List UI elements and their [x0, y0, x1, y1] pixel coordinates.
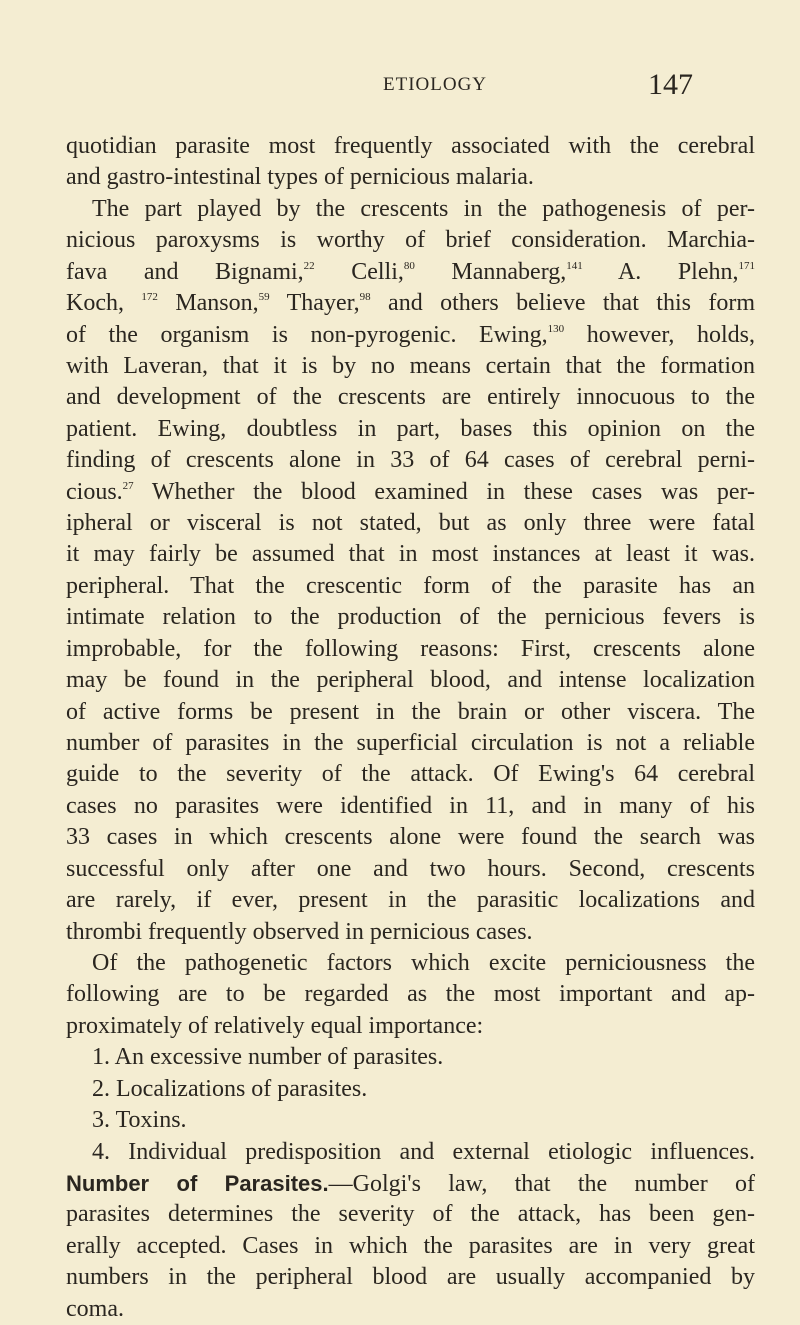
text-run: successful only after one and two hours. Second, crescents	[66, 855, 755, 882]
text-line	[66, 1105, 755, 1136]
footnote-reference: 172	[141, 291, 158, 304]
text-run: of the organism is non-pyrogenic. Ewing,	[66, 321, 548, 348]
text-line	[66, 759, 755, 790]
footnote-reference: 171	[738, 259, 755, 272]
footnote-reference: 59	[258, 291, 270, 304]
text-line	[66, 131, 755, 162]
text-run: Koch,	[66, 290, 142, 317]
text-line	[66, 1011, 755, 1042]
text-run: The part played by the crescents in the pathogenesis of per-	[92, 195, 755, 222]
text-run: numbers in the peripheral blood are usually accompanied by	[66, 1264, 755, 1291]
page-number: 147	[648, 68, 693, 101]
text-line	[66, 979, 755, 1010]
text-line	[66, 854, 755, 885]
text-line	[66, 1137, 755, 1168]
text-line	[66, 665, 755, 696]
text-run: 2. Localizations of parasites.	[92, 1075, 368, 1102]
text-run: it may fairly be assumed that in most instances at least it was.	[66, 541, 755, 568]
text-run: of active forms be present in the brain or other viscera. The	[66, 698, 755, 725]
text-run: and development of the crescents are entirely innocuous to the	[66, 384, 755, 411]
text-run: A. Plehn,	[582, 258, 739, 285]
text-run: Manson,	[157, 290, 259, 317]
text-run: cases no parasites were identified in 11, and in many of his	[66, 792, 755, 819]
text-run: 3. Toxins.	[92, 1107, 187, 1134]
text-line	[66, 948, 755, 979]
text-line	[66, 508, 755, 539]
text-run: Of the pathogenetic factors which excite perniciousness the	[92, 949, 755, 976]
text-run: and others believe that this form	[370, 290, 756, 317]
text-run: thrombi frequently observed in pernicious cases.	[66, 918, 533, 945]
text-line	[66, 885, 755, 916]
text-line	[66, 822, 755, 853]
footnote-reference: 27	[122, 479, 134, 492]
text-line	[66, 194, 755, 225]
text-line	[66, 257, 755, 288]
footnote-reference: 98	[359, 291, 371, 304]
text-run: ipheral or visceral is not stated, but as only three were fatal	[66, 510, 755, 537]
text-line	[66, 320, 755, 351]
footnote-reference: 22	[303, 259, 315, 272]
footnote-reference: 130	[547, 322, 565, 335]
footnote-reference: 80	[403, 259, 415, 272]
text-line	[66, 1042, 755, 1073]
text-line	[66, 539, 755, 570]
text-run: finding of crescents alone in 33 of 64 cases of cerebral perni-	[66, 447, 755, 474]
text-run: parasites determines the severity of the attack, has been gen-	[66, 1201, 755, 1228]
text-line	[66, 445, 755, 476]
text-run: intimate relation to the production of the pernicious fevers is	[66, 604, 755, 631]
text-run: patient. Ewing, doubtless in part, bases this opinion on the	[66, 415, 755, 442]
text-line	[66, 351, 755, 382]
text-line	[66, 288, 755, 319]
text-run: number of parasites in the superficial circulation is not a reliable	[66, 730, 755, 757]
text-run: 33 cases in which crescents alone were found the search was	[66, 824, 755, 851]
text-line	[66, 1168, 755, 1199]
text-run: coma.	[66, 1295, 124, 1322]
footnote-reference: 141	[566, 259, 583, 272]
text-line	[66, 1231, 755, 1262]
text-line	[66, 1199, 755, 1230]
text-run: 1. An excessive number of parasites.	[92, 1044, 444, 1071]
text-run: improbable, for the following reasons: First, crescents alone	[66, 635, 755, 662]
text-run: fava and Bignami,	[66, 258, 304, 285]
text-line	[66, 477, 755, 508]
text-run: Whether the blood examined in these cases was per-	[133, 478, 755, 505]
text-run: Celli,	[314, 258, 404, 285]
text-line	[66, 634, 755, 665]
text-run: Thayer,	[269, 290, 360, 317]
text-run: with Laveran, that it is by no means certain that the formation	[66, 352, 755, 379]
text-run: guide to the severity of the attack. Of Ewing's 64 cerebral	[66, 761, 755, 788]
text-run: may be found in the peripheral blood, and intense localization	[66, 667, 755, 694]
page-header	[0, 70, 800, 104]
text-run: quotidian parasite most frequently associated with the cerebral	[66, 133, 755, 159]
text-line	[66, 1074, 755, 1105]
text-run: however, holds,	[564, 321, 755, 348]
section-heading: Number of Parasites.	[66, 1170, 329, 1196]
text-line	[66, 602, 755, 633]
text-run: —Golgi's law, that the number of	[328, 1170, 756, 1197]
text-line	[66, 1294, 755, 1325]
running-title: ETIOLOGY	[383, 74, 488, 95]
text-line	[66, 791, 755, 822]
text-line	[66, 917, 755, 948]
text-line	[66, 697, 755, 728]
body-text	[66, 131, 755, 1325]
text-line	[66, 728, 755, 759]
text-line	[66, 225, 755, 256]
text-line	[66, 382, 755, 413]
text-line	[66, 414, 755, 445]
text-run: peripheral. That the crescentic form of the parasite has an	[66, 572, 755, 599]
text-run: are rarely, if ever, present in the parasitic localizations and	[66, 887, 755, 914]
text-run: nicious paroxysms is worthy of brief consideration. Marchia-	[66, 227, 755, 254]
text-run: following are to be regarded as the most important and ap-	[66, 981, 755, 1008]
text-line	[66, 162, 755, 193]
text-run: cious.	[66, 478, 123, 505]
text-line	[66, 571, 755, 602]
text-run: proximately of relatively equal importance:	[66, 1012, 484, 1039]
text-run: 4. Individual predisposition and external etiologic influences.	[92, 1138, 755, 1165]
text-run: and gastro-intestinal types of pernicious malaria.	[66, 164, 534, 191]
text-run: Mannaberg,	[414, 258, 567, 285]
text-line	[66, 1262, 755, 1293]
text-run: erally accepted. Cases in which the parasites are in very great	[66, 1232, 755, 1259]
